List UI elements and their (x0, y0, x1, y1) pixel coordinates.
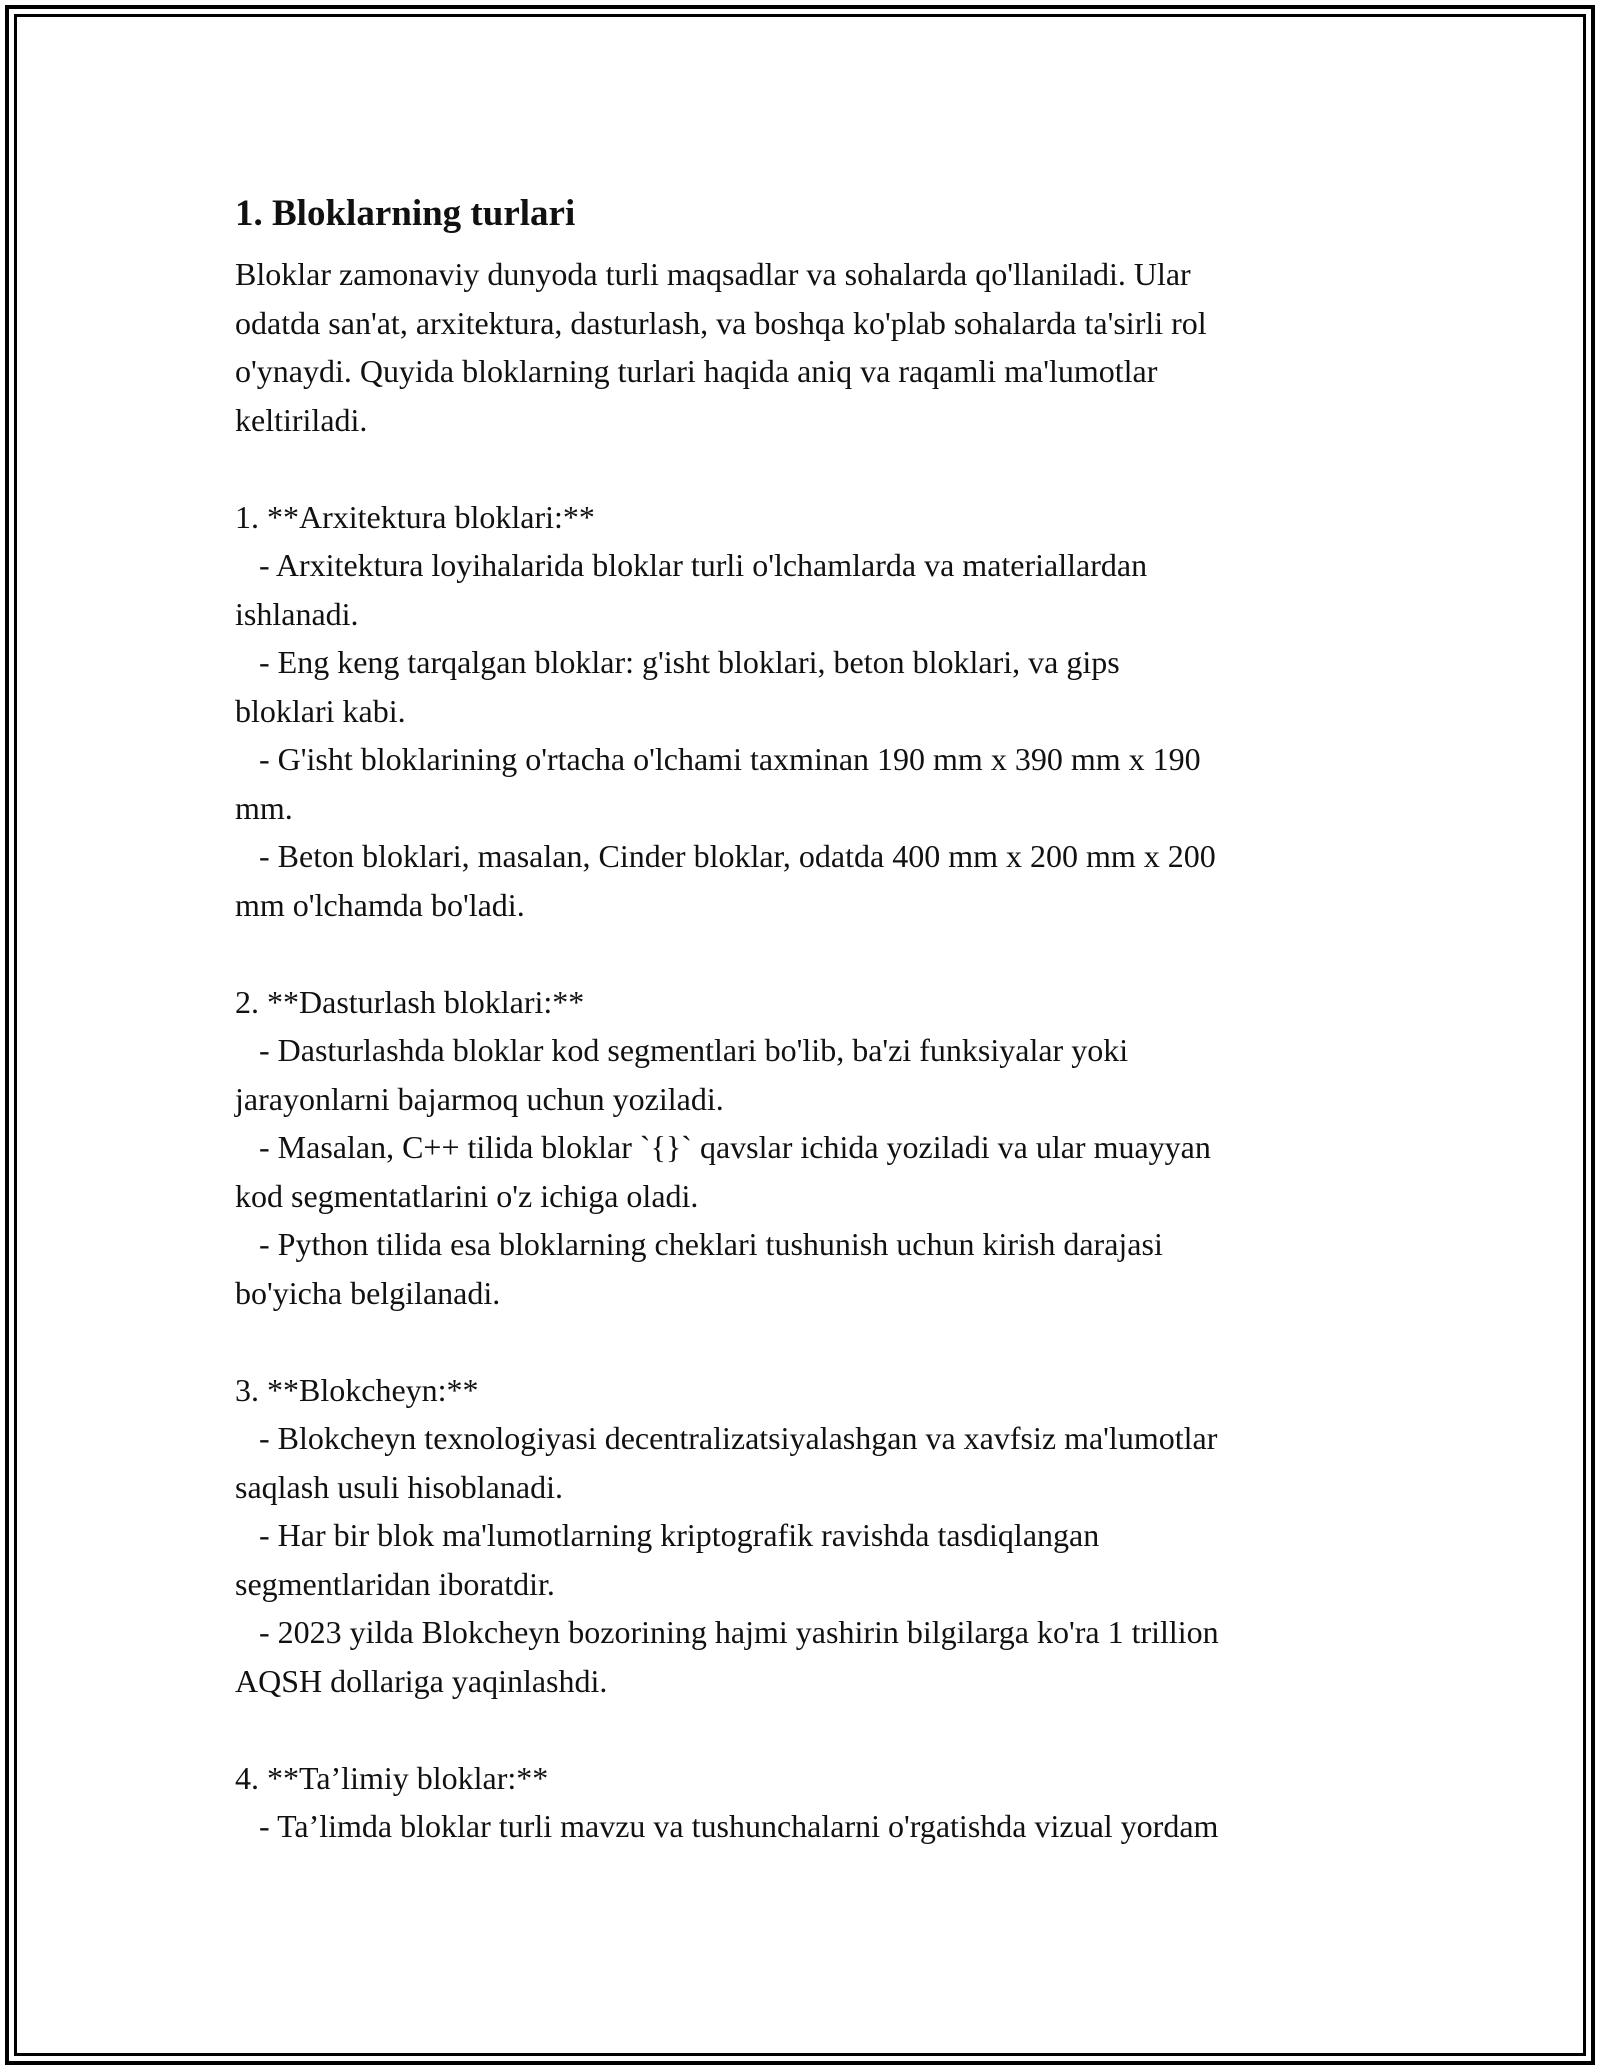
body-text (235, 250, 1385, 1851)
text-line: mm o'lchamda bo'ladi. (235, 886, 525, 923)
text-line: - Ta’limda bloklar turli mavzu va tushunchalarni o'rgatishda vizual yordam (235, 1808, 1219, 1844)
text-line: bo'yicha belgilanadi. (235, 1274, 501, 1311)
text-line: - Masalan, C++ tilida bloklar `{}` qavslar ichida yoziladi va ular muayyan (235, 1129, 1211, 1165)
text-line: Bloklar zamonaviy dunyoda turli maqsadlar va sohalarda qo'llaniladi. Ular (235, 256, 1191, 292)
text-line: - Beton bloklari, masalan, Cinder bloklar, odatda 400 mm x 200 mm x 200 (235, 838, 1216, 874)
text-line: - Har bir blok ma'lumotlarning kriptografik ravishda tasdiqlangan (235, 1517, 1100, 1553)
text-line: odatda san'at, arxitektura, dasturlash, va boshqa ko'plab sohalarda ta'sirli rol (235, 304, 1207, 341)
text-line: - Dasturlashda bloklar kod segmentlari bo'lib, ba'zi funksiyalar yoki (235, 1032, 1129, 1068)
blank-line (235, 1705, 1385, 1754)
text-line: - 2023 yilda Blokcheyn bozorining hajmi yashirin bilgilarga ko'ra 1 trillion (235, 1614, 1219, 1650)
text-line: kod segmentatlarini o'z ichiga oladi. (235, 1177, 699, 1214)
document-body (235, 186, 1385, 1851)
text-line: AQSH dollariga yaqinlashdi. (235, 1662, 608, 1699)
blank-line (235, 929, 1385, 978)
text-line: - Blokcheyn texnologiyasi decentralizatsiyalashgan va xavfsiz ma'lumotlar (235, 1420, 1218, 1456)
blank-line (235, 444, 1385, 493)
text-line: - G'isht bloklarining o'rtacha o'lchami taxminan 190 mm x 390 mm x 190 (235, 741, 1201, 777)
text-line: segmentlaridan iboratdir. (235, 1565, 555, 1602)
text-line: jarayonlarni bajarmoq uchun yoziladi. (235, 1080, 724, 1117)
blank-line (235, 1317, 1385, 1366)
text-line: 1. **Arxitektura bloklari:** (235, 498, 595, 535)
text-line: saqlash usuli hisoblanadi. (235, 1468, 563, 1505)
text-line: keltiriladi. (235, 401, 368, 438)
text-line: ishlanadi. (235, 595, 359, 632)
text-line: 4. **Ta’limiy bloklar:** (235, 1759, 549, 1796)
section-heading: 1. Bloklarning turlari (235, 193, 576, 234)
text-line: 2. **Dasturlash bloklari:** (235, 983, 585, 1020)
text-line: mm. (235, 789, 293, 826)
text-line: - Arxitektura loyihalarida bloklar turli o'lchamlarda va materiallardan (235, 547, 1148, 583)
text-line: - Python tilida esa bloklarning cheklari tushunish uchun kirish darajasi (235, 1226, 1163, 1262)
text-line: 3. **Blokcheyn:** (235, 1371, 479, 1408)
text-line: - Eng keng tarqalgan bloklar: g'isht bloklari, beton bloklari, va gips (235, 644, 1120, 680)
text-line: o'ynaydi. Quyida bloklarning turlari haqida aniq va raqamli ma'lumotlar (235, 353, 1158, 389)
text-line: bloklari kabi. (235, 692, 406, 729)
